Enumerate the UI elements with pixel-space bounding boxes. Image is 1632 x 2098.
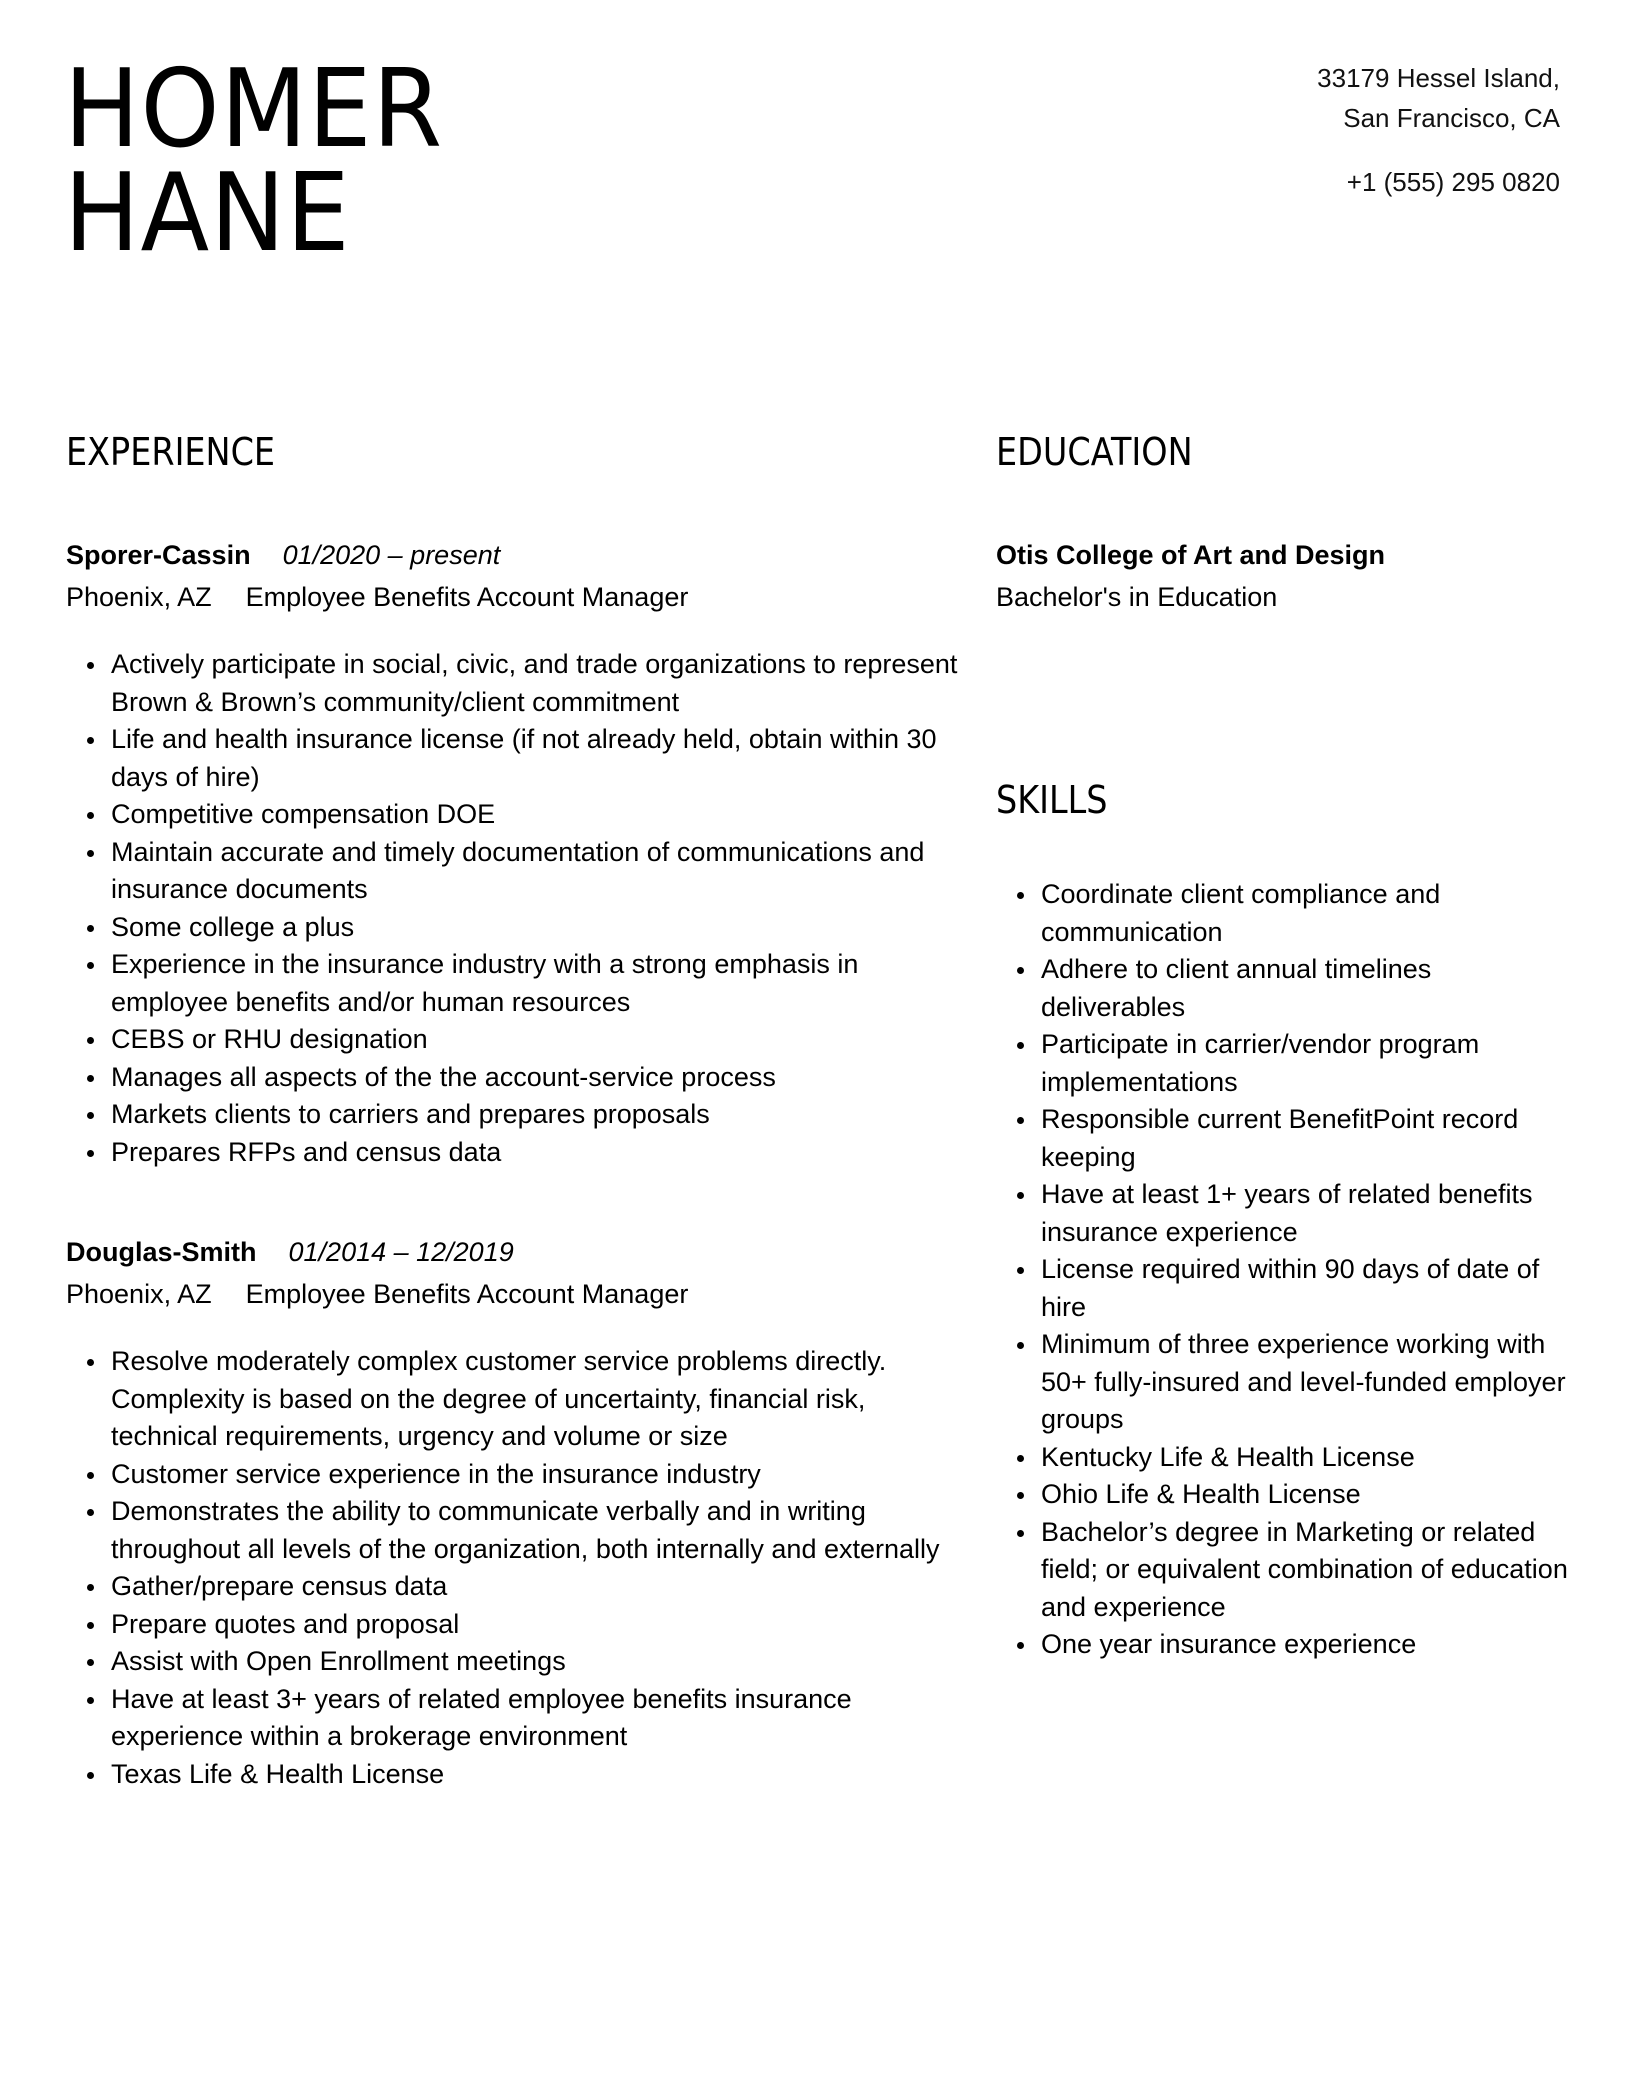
- job-dates: 01/2014 – 12/2019: [288, 1237, 514, 1267]
- list-item: Have at least 1+ years of related benefits insurance experience: [1041, 1176, 1576, 1251]
- list-item: Assist with Open Enrollment meetings: [111, 1643, 966, 1681]
- list-item: Bachelor’s degree in Marketing or related field; or equivalent combination of education and experience: [1041, 1514, 1576, 1627]
- company-name: Douglas-Smith: [66, 1237, 257, 1267]
- list-item: Minimum of three experience working with 50+ fully-insured and level-funded employer groups: [1041, 1326, 1576, 1439]
- list-item: Demonstrates the ability to communicate verbally and in writing throughout all levels of the organization, both internally and externally: [111, 1493, 966, 1568]
- list-item: License required within 90 days of date of hire: [1041, 1251, 1576, 1326]
- job-location: Phoenix, AZ: [66, 1279, 212, 1309]
- list-item: Customer service experience in the insurance industry: [111, 1456, 966, 1494]
- address-line-1: 33179 Hessel Island,: [1317, 63, 1560, 93]
- list-item: Kentucky Life & Health License: [1041, 1439, 1576, 1477]
- job-entry: [66, 534, 966, 1171]
- degree: Bachelor's in Education: [996, 582, 1278, 612]
- list-item: One year insurance experience: [1041, 1626, 1576, 1664]
- list-item: Gather/prepare census data: [111, 1568, 966, 1606]
- right-column: [996, 428, 1576, 1664]
- experience-heading: EXPERIENCE: [66, 430, 276, 474]
- company-name: Sporer-Cassin: [66, 540, 251, 570]
- list-item: Texas Life & Health License: [111, 1756, 966, 1794]
- job-dates: 01/2020 – present: [282, 540, 501, 570]
- job-location: Phoenix, AZ: [66, 582, 212, 612]
- address-line-2: San Francisco, CA: [1343, 103, 1560, 133]
- job-meta: [66, 576, 966, 618]
- list-item: Adhere to client annual timelines deliverables: [1041, 951, 1576, 1026]
- job-header: [66, 1231, 966, 1273]
- list-item: Maintain accurate and timely documentation of communications and insurance documents: [111, 834, 966, 909]
- education-entry: [996, 534, 1576, 618]
- experience-section: [66, 428, 966, 1793]
- education-section: [996, 428, 1576, 618]
- candidate-name: [64, 47, 444, 276]
- list-item: Have at least 3+ years of related employee benefits insurance experience within a brokerage environment: [111, 1681, 966, 1756]
- list-item: Responsible current BenefitPoint record keeping: [1041, 1101, 1576, 1176]
- name-last: HANE: [64, 151, 351, 276]
- school-name: Otis College of Art and Design: [996, 540, 1386, 570]
- job-entry: [66, 1231, 966, 1793]
- list-item: Markets clients to carriers and prepares proposals: [111, 1096, 966, 1134]
- job-role: Employee Benefits Account Manager: [245, 582, 689, 612]
- job-meta: [66, 1273, 966, 1315]
- list-item: Competitive compensation DOE: [111, 796, 966, 834]
- list-item: Ohio Life & Health License: [1041, 1476, 1576, 1514]
- job-bullets: [66, 1343, 966, 1793]
- skills-heading: SKILLS: [996, 778, 1108, 822]
- list-item: Prepare quotes and proposal: [111, 1606, 966, 1644]
- job-header: [66, 534, 966, 576]
- list-item: Experience in the insurance industry with a strong emphasis in employee benefits and/or human resources: [111, 946, 966, 1021]
- list-item: Life and health insurance license (if not already held, obtain within 30 days of hire): [111, 721, 966, 796]
- phone-number: +1 (555) 295 0820: [1346, 167, 1560, 197]
- name-first: HOMER: [64, 47, 444, 172]
- education-heading: EDUCATION: [996, 430, 1193, 474]
- list-item: Participate in carrier/vendor program implementations: [1041, 1026, 1576, 1101]
- contact-info: [1317, 58, 1560, 202]
- list-item: Prepares RFPs and census data: [111, 1134, 966, 1172]
- skills-section: [996, 776, 1576, 1664]
- list-item: Some college a plus: [111, 909, 966, 947]
- list-item: Resolve moderately complex customer service problems directly. Complexity is based on the degree of uncertainty, financial risk, technical requirements, urgency and volume or size: [111, 1343, 966, 1456]
- skills-list: [996, 876, 1576, 1664]
- list-item: Actively participate in social, civic, and trade organizations to represent Brown & Brown’s community/client commitment: [111, 646, 966, 721]
- list-item: Manages all aspects of the the account-service process: [111, 1059, 966, 1097]
- job-role: Employee Benefits Account Manager: [245, 1279, 689, 1309]
- list-item: Coordinate client compliance and communication: [1041, 876, 1576, 951]
- list-item: CEBS or RHU designation: [111, 1021, 966, 1059]
- job-bullets: [66, 646, 966, 1171]
